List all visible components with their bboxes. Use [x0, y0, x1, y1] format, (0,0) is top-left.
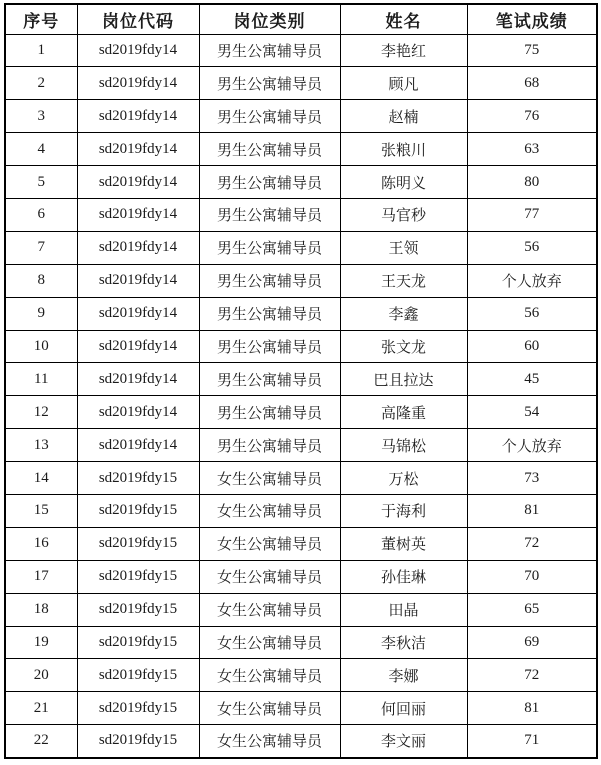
table-row: [5, 231, 597, 264]
cell-job-code: sd2019fdy15: [77, 692, 199, 725]
table-row: [5, 396, 597, 429]
cell-name: 顾凡: [340, 67, 467, 100]
cell-name: 万松: [340, 462, 467, 495]
table-row: [5, 330, 597, 363]
cell-name: 高隆重: [340, 396, 467, 429]
cell-name: 田晶: [340, 593, 467, 626]
cell-job-category: 男生公寓辅导员: [199, 363, 340, 396]
cell-index: 13: [5, 429, 77, 462]
table-row: [5, 264, 597, 297]
cell-name: 李文丽: [340, 725, 467, 758]
cell-job-code: sd2019fdy15: [77, 626, 199, 659]
table-row: [5, 363, 597, 396]
cell-job-category: 男生公寓辅导员: [199, 133, 340, 166]
cell-score: 个人放弃: [467, 429, 597, 462]
cell-index: 15: [5, 494, 77, 527]
table-row: [5, 166, 597, 199]
cell-job-category: 男生公寓辅导员: [199, 100, 340, 133]
table-row: [5, 494, 597, 527]
cell-name: 李秋洁: [340, 626, 467, 659]
cell-index: 22: [5, 725, 77, 758]
cell-job-category: 女生公寓辅导员: [199, 494, 340, 527]
table-row: [5, 725, 597, 758]
table-row: [5, 67, 597, 100]
table-row: [5, 593, 597, 626]
cell-job-code: sd2019fdy14: [77, 396, 199, 429]
cell-job-category: 女生公寓辅导员: [199, 626, 340, 659]
cell-job-code: sd2019fdy14: [77, 363, 199, 396]
cell-index: 9: [5, 297, 77, 330]
cell-score: 77: [467, 198, 597, 231]
cell-score: 70: [467, 560, 597, 593]
cell-name: 董树英: [340, 527, 467, 560]
table-row: [5, 560, 597, 593]
table-row: [5, 462, 597, 495]
cell-name: 陈明义: [340, 166, 467, 199]
header-cell-job-code: 岗位代码: [77, 4, 199, 34]
cell-name: 巴且拉达: [340, 363, 467, 396]
cell-job-code: sd2019fdy14: [77, 133, 199, 166]
cell-index: 1: [5, 34, 77, 67]
table-row: [5, 34, 597, 67]
table-row: [5, 626, 597, 659]
cell-job-code: sd2019fdy15: [77, 527, 199, 560]
cell-name: 于海利: [340, 494, 467, 527]
cell-job-category: 男生公寓辅导员: [199, 231, 340, 264]
cell-index: 5: [5, 166, 77, 199]
cell-score: 65: [467, 593, 597, 626]
cell-score: 80: [467, 166, 597, 199]
table-row: [5, 297, 597, 330]
cell-index: 2: [5, 67, 77, 100]
cell-index: 7: [5, 231, 77, 264]
cell-index: 14: [5, 462, 77, 495]
cell-index: 8: [5, 264, 77, 297]
cell-job-code: sd2019fdy15: [77, 593, 199, 626]
header-cell-name: 姓名: [340, 4, 467, 34]
header-cell-index: 序号: [5, 4, 77, 34]
cell-score: 68: [467, 67, 597, 100]
cell-index: 12: [5, 396, 77, 429]
cell-score: 72: [467, 527, 597, 560]
cell-index: 4: [5, 133, 77, 166]
header-cell-score: 笔试成绩: [467, 4, 597, 34]
cell-name: 张粮川: [340, 133, 467, 166]
cell-name: 赵楠: [340, 100, 467, 133]
table-row: [5, 429, 597, 462]
cell-job-category: 男生公寓辅导员: [199, 166, 340, 199]
cell-index: 20: [5, 659, 77, 692]
cell-job-code: sd2019fdy14: [77, 67, 199, 100]
table-row: [5, 198, 597, 231]
table-row: [5, 692, 597, 725]
cell-job-code: sd2019fdy14: [77, 297, 199, 330]
cell-job-category: 男生公寓辅导员: [199, 396, 340, 429]
table-body: [5, 34, 597, 758]
cell-job-category: 男生公寓辅导员: [199, 264, 340, 297]
cell-job-category: 女生公寓辅导员: [199, 560, 340, 593]
table-row: [5, 659, 597, 692]
cell-score: 60: [467, 330, 597, 363]
cell-score: 81: [467, 692, 597, 725]
cell-index: 6: [5, 198, 77, 231]
header-cell-job-category: 岗位类别: [199, 4, 340, 34]
cell-job-code: sd2019fdy15: [77, 725, 199, 758]
cell-job-category: 男生公寓辅导员: [199, 330, 340, 363]
cell-score: 45: [467, 363, 597, 396]
cell-name: 李艳红: [340, 34, 467, 67]
cell-job-code: sd2019fdy14: [77, 34, 199, 67]
cell-name: 何回丽: [340, 692, 467, 725]
cell-name: 张文龙: [340, 330, 467, 363]
cell-name: 马锦松: [340, 429, 467, 462]
cell-score: 69: [467, 626, 597, 659]
cell-job-category: 女生公寓辅导员: [199, 692, 340, 725]
cell-job-code: sd2019fdy14: [77, 429, 199, 462]
table-row: [5, 133, 597, 166]
cell-name: 王领: [340, 231, 467, 264]
cell-score: 63: [467, 133, 597, 166]
cell-job-category: 男生公寓辅导员: [199, 297, 340, 330]
cell-score: 56: [467, 297, 597, 330]
cell-score: 54: [467, 396, 597, 429]
cell-index: 17: [5, 560, 77, 593]
cell-job-code: sd2019fdy14: [77, 330, 199, 363]
cell-score: 个人放弃: [467, 264, 597, 297]
cell-job-category: 男生公寓辅导员: [199, 429, 340, 462]
cell-job-code: sd2019fdy14: [77, 166, 199, 199]
cell-index: 21: [5, 692, 77, 725]
cell-name: 李娜: [340, 659, 467, 692]
cell-job-code: sd2019fdy14: [77, 100, 199, 133]
cell-score: 73: [467, 462, 597, 495]
cell-job-code: sd2019fdy15: [77, 494, 199, 527]
cell-job-category: 男生公寓辅导员: [199, 67, 340, 100]
cell-job-code: sd2019fdy15: [77, 560, 199, 593]
cell-score: 56: [467, 231, 597, 264]
written-test-score-table: [4, 3, 598, 759]
cell-job-code: sd2019fdy14: [77, 264, 199, 297]
table-header: [5, 4, 597, 34]
cell-job-category: 男生公寓辅导员: [199, 198, 340, 231]
cell-job-category: 女生公寓辅导员: [199, 593, 340, 626]
cell-score: 72: [467, 659, 597, 692]
cell-job-category: 女生公寓辅导员: [199, 527, 340, 560]
cell-name: 李鑫: [340, 297, 467, 330]
cell-index: 19: [5, 626, 77, 659]
cell-index: 10: [5, 330, 77, 363]
cell-score: 81: [467, 494, 597, 527]
cell-job-code: sd2019fdy15: [77, 462, 199, 495]
cell-job-code: sd2019fdy15: [77, 659, 199, 692]
cell-job-code: sd2019fdy14: [77, 198, 199, 231]
cell-score: 76: [467, 100, 597, 133]
cell-name: 王天龙: [340, 264, 467, 297]
cell-score: 75: [467, 34, 597, 67]
table-row: [5, 100, 597, 133]
cell-index: 11: [5, 363, 77, 396]
table-row: [5, 527, 597, 560]
cell-score: 71: [467, 725, 597, 758]
header-row: [5, 4, 597, 34]
cell-index: 16: [5, 527, 77, 560]
cell-job-category: 女生公寓辅导员: [199, 462, 340, 495]
cell-job-code: sd2019fdy14: [77, 231, 199, 264]
cell-index: 18: [5, 593, 77, 626]
cell-name: 孙佳琳: [340, 560, 467, 593]
cell-index: 3: [5, 100, 77, 133]
cell-job-category: 男生公寓辅导员: [199, 34, 340, 67]
cell-job-category: 女生公寓辅导员: [199, 725, 340, 758]
cell-job-category: 女生公寓辅导员: [199, 659, 340, 692]
cell-name: 马官秒: [340, 198, 467, 231]
